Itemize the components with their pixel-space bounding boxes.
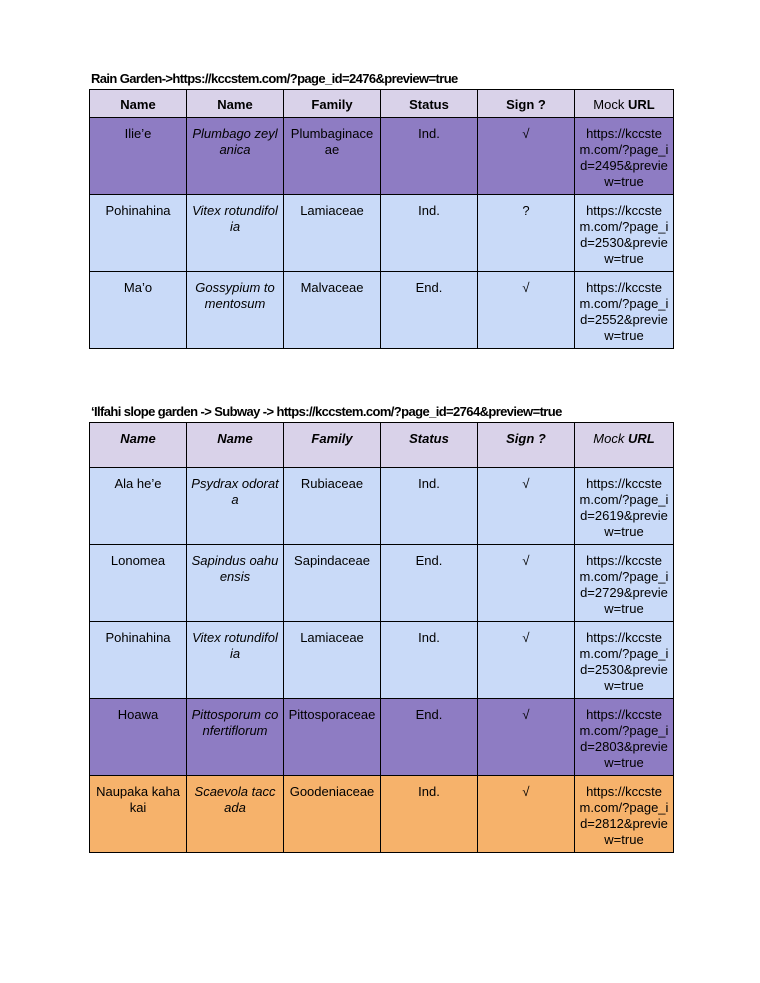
table-row (90, 195, 674, 272)
scientific-name: Scaevola taccada (187, 776, 284, 853)
section-title-rain-garden: Rain Garden->https://kccstem.com/?page_id=2476&preview=true (91, 71, 458, 86)
status: Ind. (381, 622, 478, 699)
sign: √ (478, 776, 575, 853)
status: Ind. (381, 776, 478, 853)
mock-label: Mock (593, 97, 625, 112)
mock-url[interactable]: https://kccstem.com/?page_id=2495&preview=true (575, 118, 674, 195)
family: Lamiaceae (284, 195, 381, 272)
family: Pittosporaceae (284, 699, 381, 776)
column-header-mock-url (575, 90, 674, 118)
status: Ind. (381, 468, 478, 545)
column-header-sign: Sign ? (478, 90, 575, 118)
family: Lamiaceae (284, 622, 381, 699)
family: Sapindaceae (284, 545, 381, 622)
table-row (90, 118, 674, 195)
table-row (90, 699, 674, 776)
url-label: URL (627, 97, 655, 112)
section-title-slope-garden: ‘Ilfahi slope garden -> Subway -> https://kccstem.com/?page_id=2764&preview=true (91, 404, 562, 419)
table-header-row (90, 423, 674, 468)
table-row (90, 468, 674, 545)
plant-name: Ilie’e (90, 118, 187, 195)
column-header-status: Status (381, 90, 478, 118)
plant-name: Ala he’e (90, 468, 187, 545)
scientific-name: Vitex rotundifolia (187, 195, 284, 272)
mock-url[interactable]: https://kccstem.com/?page_id=2530&preview=true (575, 195, 674, 272)
plant-name: Lonomea (90, 545, 187, 622)
sign: √ (478, 545, 575, 622)
status: End. (381, 699, 478, 776)
column-header-scientific-name: Name (187, 423, 284, 468)
mock-url[interactable]: https://kccstem.com/?page_id=2803&preview=true (575, 699, 674, 776)
sign: √ (478, 272, 575, 349)
mock-url[interactable]: https://kccstem.com/?page_id=2729&preview=true (575, 545, 674, 622)
plant-name: Naupaka kahakai (90, 776, 187, 853)
column-header-scientific-name: Name (187, 90, 284, 118)
sign: √ (478, 622, 575, 699)
scientific-name: Sapindus oahuensis (187, 545, 284, 622)
column-header-family: Family (284, 423, 381, 468)
status: End. (381, 545, 478, 622)
plant-table-slope-garden (89, 422, 674, 853)
status: Ind. (381, 118, 478, 195)
table-row (90, 272, 674, 349)
column-header-status: Status (381, 423, 478, 468)
scientific-name: Psydrax odorata (187, 468, 284, 545)
family: Goodeniaceae (284, 776, 381, 853)
column-header-mock-url (575, 423, 674, 468)
plant-name: Pohinahina (90, 195, 187, 272)
plant-table-rain-garden (89, 89, 674, 349)
plant-name: Pohinahina (90, 622, 187, 699)
column-header-sign: Sign ? (478, 423, 575, 468)
column-header-family: Family (284, 90, 381, 118)
sign: √ (478, 699, 575, 776)
sign: ? (478, 195, 575, 272)
table-row (90, 545, 674, 622)
mock-label: Mock (593, 431, 625, 446)
plant-name: Ma’o (90, 272, 187, 349)
column-header-name: Name (90, 90, 187, 118)
sign: √ (478, 468, 575, 545)
mock-url[interactable]: https://kccstem.com/?page_id=2812&preview=true (575, 776, 674, 853)
column-header-name: Name (90, 423, 187, 468)
family: Rubiaceae (284, 468, 381, 545)
scientific-name: Vitex rotundifolia (187, 622, 284, 699)
table-row (90, 776, 674, 853)
status: Ind. (381, 195, 478, 272)
mock-url[interactable]: https://kccstem.com/?page_id=2619&preview=true (575, 468, 674, 545)
family: Malvaceae (284, 272, 381, 349)
scientific-name: Gossypium tomentosum (187, 272, 284, 349)
scientific-name: Plumbago zeylanica (187, 118, 284, 195)
plant-name: Hoawa (90, 699, 187, 776)
table-header-row (90, 90, 674, 118)
sign: √ (478, 118, 575, 195)
mock-url[interactable]: https://kccstem.com/?page_id=2530&preview=true (575, 622, 674, 699)
table-row (90, 622, 674, 699)
status: End. (381, 272, 478, 349)
family: Plumbaginaceae (284, 118, 381, 195)
mock-url[interactable]: https://kccstem.com/?page_id=2552&preview=true (575, 272, 674, 349)
url-label: URL (627, 431, 655, 446)
scientific-name: Pittosporum confertiflorum (187, 699, 284, 776)
